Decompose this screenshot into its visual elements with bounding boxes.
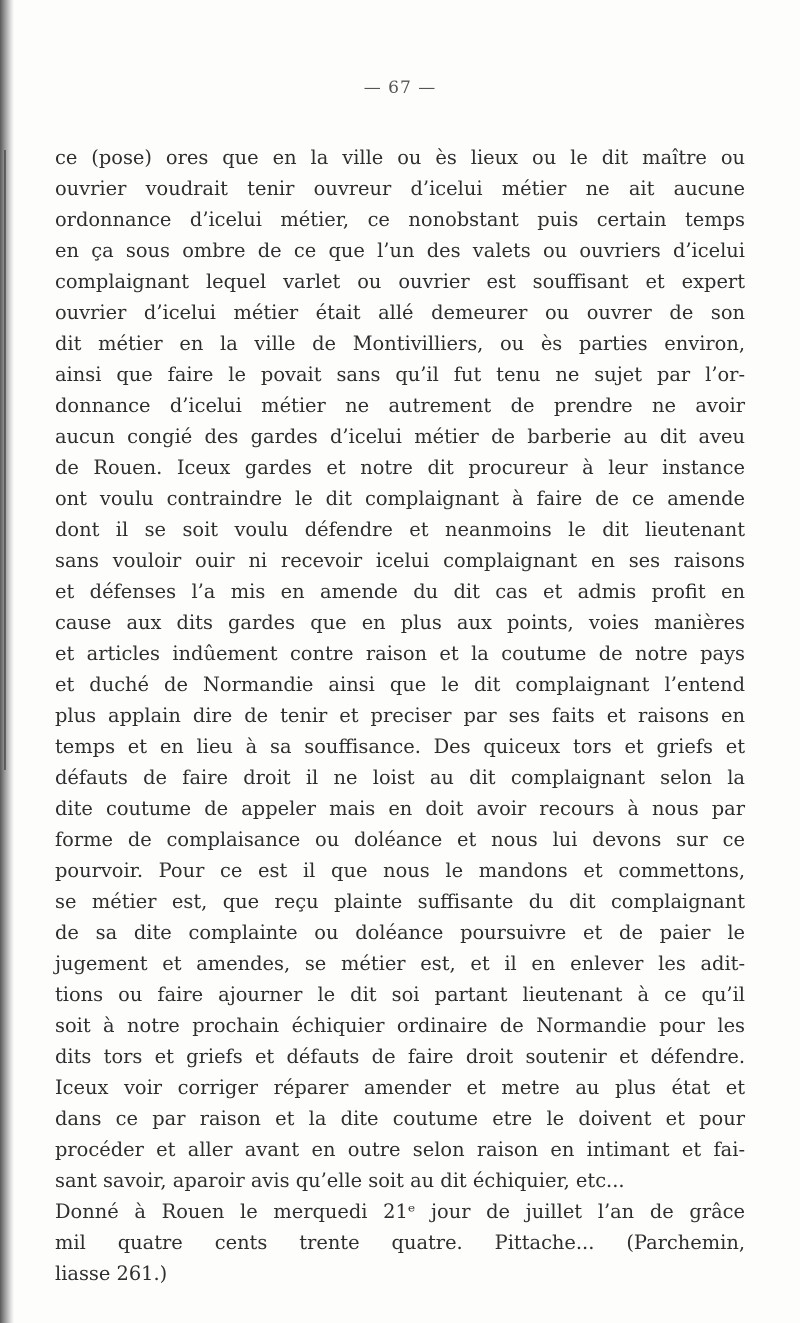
text-line: ainsi que faire le povait sans qu’il fut tenu ne sujet par l’or-	[55, 363, 745, 386]
text-line: dit métier en la ville de Montivilliers, ou ès parties environ,	[55, 332, 745, 355]
text-line: défauts de faire droit il ne loist au dit complaignant selon la	[55, 766, 745, 789]
text-line: ordonnance d’icelui métier, ce nonobstant puis certain temps	[55, 208, 745, 231]
text-line: procéder et aller avant en outre selon raison en intimant et fai-	[55, 1138, 745, 1161]
text-line: dits tors et griefs et défauts de faire droit soutenir et défendre.	[55, 1045, 745, 1068]
text-line: plus applain dire de tenir et preciser par ses faits et raisons en	[55, 704, 745, 727]
text-line: Iceux voir corriger réparer amender et metre au plus état et	[55, 1076, 745, 1099]
text-line: en ça sous ombre de ce que l’un des valets ou ouvriers d’icelui	[55, 239, 745, 262]
text-line: forme de complaisance ou doléance et nous lui devons sur ce	[55, 828, 745, 851]
binding-line	[4, 150, 6, 770]
page-number: — 67 —	[363, 78, 437, 98]
text-line: tions ou faire ajourner le dit soi partant lieutenant à ce qu’il	[55, 983, 745, 1006]
text-line: ce (pose) ores que en la ville ou ès lieux ou le dit maître ou	[55, 146, 745, 169]
text-line: ont voulu contraindre le dit complaignant à faire de ce amende	[55, 487, 745, 510]
text-line: ouvrier voudrait tenir ouvreur d’icelui métier ne ait aucune	[55, 177, 745, 200]
text-line: et défenses l’a mis en amende du dit cas et admis profit en	[55, 580, 745, 603]
text-line: ouvrier d’icelui métier était allé demeurer ou ouvrer de son	[55, 301, 745, 324]
text-line: soit à notre prochain échiquier ordinaire de Normandie pour les	[55, 1014, 745, 1037]
text-line: dite coutume de appeler mais en doit avoir recours à nous par	[55, 797, 745, 820]
text-line: dont il se soit voulu défendre et neanmoins le dit lieutenant	[55, 518, 745, 541]
text-line: pourvoir. Pour ce est il que nous le mandons et commettons,	[55, 859, 745, 882]
text-line: liasse 261.)	[55, 1262, 168, 1285]
text-line: sans vouloir ouir ni recevoir icelui complaignant en ses raisons	[55, 549, 745, 572]
binding-shadow	[0, 0, 14, 1323]
text-line: Donné à Rouen le merquedi 21ᵉ jour de juillet l’an de grâce	[55, 1200, 745, 1223]
text-line: donnance d’icelui métier ne autrement de prendre ne avoir	[55, 394, 745, 417]
text-line: complaignant lequel varlet ou ouvrier est souffisant et expert	[55, 270, 745, 293]
text-line: temps et en lieu à sa souffisance. Des quiceux tors et griefs et	[55, 735, 745, 758]
text-line: de sa dite complainte ou doléance poursuivre et de paier le	[55, 921, 745, 944]
text-line: mil quatre cents trente quatre. Pittache... (Parchemin,	[55, 1231, 745, 1254]
text-line: sant savoir, aparoir avis qu’elle soit au dit échiquier, etc...	[55, 1169, 625, 1192]
text-line: dans ce par raison et la dite coutume etre le doivent et pour	[55, 1107, 745, 1130]
text-line: se métier est, que reçu plainte suffisante du dit complaignant	[55, 890, 745, 913]
text-line: de Rouen. Iceux gardes et notre dit procureur à leur instance	[55, 456, 745, 479]
text-line: cause aux dits gardes que en plus aux points, voies manières	[55, 611, 745, 634]
text-line: jugement et amendes, se métier est, et il en enlever les adit-	[55, 952, 745, 975]
text-line: et duché de Normandie ainsi que le dit complaignant l’entend	[55, 673, 745, 696]
text-line: et articles indûement contre raison et la coutume de notre pays	[55, 642, 745, 665]
text-line: aucun congié des gardes d’icelui métier de barberie au dit aveu	[55, 425, 745, 448]
body-text	[55, 142, 745, 1289]
